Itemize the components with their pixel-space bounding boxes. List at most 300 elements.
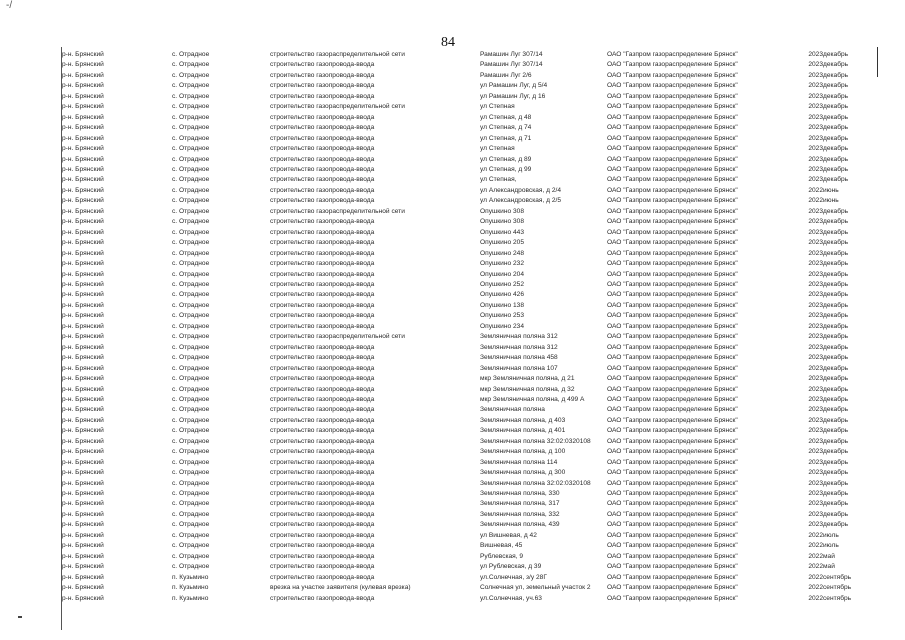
organization-cell: ОАО "Газпром газораспределение Брянск" <box>607 218 738 226</box>
work-type-cell: строительство газопровода-ввода <box>270 113 375 121</box>
work-type-cell: строительство газопровода-ввода <box>270 270 375 278</box>
village-cell: с. Отрадное <box>172 458 210 466</box>
work-type-cell: строительство газопровода-ввода <box>270 82 375 90</box>
organization-cell: ОАО "Газпром газораспределение Брянск" <box>607 416 738 424</box>
month-cell: декабрь <box>823 260 849 268</box>
year-cell: 2023 <box>808 124 823 132</box>
address-cell: Опушкино 138 <box>480 301 524 309</box>
month-cell: июль <box>823 542 839 550</box>
address-cell: Опушкино 308 <box>480 207 524 215</box>
village-cell: с. Отрадное <box>172 416 210 424</box>
address-cell: ул Степная, д 89 <box>480 155 532 163</box>
year-cell: 2022 <box>808 197 823 205</box>
village-cell: с. Отрадное <box>172 51 210 58</box>
village-cell: с. Отрадное <box>172 61 210 69</box>
year-cell: 2023 <box>808 207 823 215</box>
district-cell: р-н. Брянский <box>62 427 104 435</box>
scan-mark: -/ <box>6 0 13 11</box>
address-cell: ул Рамашин Луг, д 16 <box>480 92 546 100</box>
organization-cell: ОАО "Газпром газораспределение Брянск" <box>607 61 738 69</box>
table-row <box>62 479 867 489</box>
month-cell: май <box>823 563 835 571</box>
year-cell: 2022 <box>808 552 823 560</box>
village-cell: с. Отрадное <box>172 354 210 362</box>
year-cell: 2023 <box>808 510 823 518</box>
table-row <box>62 332 867 342</box>
page-number: 84 <box>441 35 455 50</box>
district-cell: р-н. Брянский <box>62 406 104 414</box>
address-cell: ул.Солнечная, з/у 28Г <box>480 573 547 581</box>
table-row <box>62 186 867 196</box>
month-cell: декабрь <box>823 490 849 498</box>
address-cell: Земляничная поляна, 317 <box>480 500 560 508</box>
organization-cell: ОАО "Газпром газораспределение Брянск" <box>607 343 738 351</box>
year-cell: 2023 <box>808 521 823 529</box>
year-cell: 2023 <box>808 333 823 341</box>
work-type-cell: строительство газопровода-ввода <box>270 124 375 132</box>
year-cell: 2023 <box>808 416 823 424</box>
address-cell: ул Александровская, д 2/5 <box>480 197 561 205</box>
month-cell: декабрь <box>823 448 849 456</box>
month-cell: декабрь <box>823 437 849 445</box>
year-cell: 2022 <box>808 584 823 592</box>
village-cell: с. Отрадное <box>172 479 210 487</box>
district-cell: р-н. Брянский <box>62 176 104 184</box>
organization-cell: ОАО "Газпром газораспределение Брянск" <box>607 437 738 445</box>
year-cell: 2023 <box>808 448 823 456</box>
month-cell: декабрь <box>823 165 849 173</box>
month-cell: декабрь <box>823 155 849 163</box>
table-row <box>62 81 867 91</box>
year-cell: 2023 <box>808 92 823 100</box>
address-cell: ул Степная <box>480 145 515 153</box>
work-type-cell: строительство газопровода-ввода <box>270 542 375 550</box>
address-cell: ул Степная, д 71 <box>480 134 532 142</box>
work-type-cell: строительство газопровода-ввода <box>270 218 375 226</box>
work-type-cell: строительство газопровода-ввода <box>270 291 375 299</box>
month-cell: декабрь <box>823 312 849 320</box>
village-cell: с. Отрадное <box>172 92 210 100</box>
organization-cell: ОАО "Газпром газораспределение Брянск" <box>607 270 738 278</box>
work-type-cell: строительство газопровода-ввода <box>270 364 375 372</box>
work-type-cell: строительство газопровода-ввода <box>270 500 375 508</box>
district-cell: р-н. Брянский <box>62 500 104 508</box>
work-type-cell: строительство газопровода-ввода <box>270 61 375 69</box>
district-cell: р-н. Брянский <box>62 51 104 58</box>
address-cell: Земляничная поляна, д 403 <box>480 416 566 424</box>
organization-cell: ОАО "Газпром газораспределение Брянск" <box>607 239 738 247</box>
organization-cell: ОАО "Газпром газораспределение Брянск" <box>607 552 738 560</box>
year-cell: 2023 <box>808 239 823 247</box>
district-cell: р-н. Брянский <box>62 322 104 330</box>
organization-cell: ОАО "Газпром газораспределение Брянск" <box>607 197 738 205</box>
year-cell: 2022 <box>808 542 823 550</box>
village-cell: с. Отрадное <box>172 134 210 142</box>
address-cell: Рамашин Луг 307/14 <box>480 51 543 58</box>
village-cell: с. Отрадное <box>172 552 210 560</box>
organization-cell: ОАО "Газпром газораспределение Брянск" <box>607 113 738 121</box>
address-cell: Опушкино 308 <box>480 218 524 226</box>
year-cell: 2022 <box>808 563 823 571</box>
address-cell: Земляничная поляна, д 100 <box>480 448 566 456</box>
work-type-cell: строительство газопровода-ввода <box>270 427 375 435</box>
scan-artifact <box>18 616 22 618</box>
district-cell: р-н. Брянский <box>62 103 104 111</box>
month-cell: декабрь <box>823 406 849 414</box>
work-type-cell: строительство газопровода-ввода <box>270 322 375 330</box>
month-cell: декабрь <box>823 385 849 393</box>
address-cell: Земляничная поляна 107 <box>480 364 558 372</box>
village-cell: с. Отрадное <box>172 165 210 173</box>
village-cell: с. Отрадное <box>172 301 210 309</box>
table-row <box>62 311 867 321</box>
work-type-cell: врезка на участке заявителя (кулевая врезка) <box>270 584 411 592</box>
address-cell: Солнечная ул, земельный участок 2 <box>480 584 591 592</box>
district-cell: р-н. Брянский <box>62 82 104 90</box>
village-cell: с. Отрадное <box>172 469 210 477</box>
district-cell: р-н. Брянский <box>62 270 104 278</box>
address-cell: Опушкино 232 <box>480 260 524 268</box>
village-cell: с. Отрадное <box>172 437 210 445</box>
village-cell: с. Отрадное <box>172 448 210 456</box>
village-cell: с. Отрадное <box>172 322 210 330</box>
register-table <box>62 50 867 604</box>
address-cell: Земляничная поляна <box>480 406 545 414</box>
address-cell: Земляничная поляна 32:02:0320108 <box>480 437 591 445</box>
table-row <box>62 573 867 583</box>
district-cell: р-н. Брянский <box>62 301 104 309</box>
district-cell: р-н. Брянский <box>62 207 104 215</box>
work-type-cell: строительство газопровода-ввода <box>270 448 375 456</box>
address-cell: Земляничная поляна 114 <box>480 458 558 466</box>
work-type-cell: строительство газопровода-ввода <box>270 552 375 560</box>
organization-cell: ОАО "Газпром газораспределение Брянск" <box>607 584 738 592</box>
address-cell: ул Рамашин Луг, д 5/4 <box>480 82 548 90</box>
village-cell: с. Отрадное <box>172 82 210 90</box>
work-type-cell: строительство газопровода-ввода <box>270 145 375 153</box>
village-cell: с. Отрадное <box>172 145 210 153</box>
year-cell: 2023 <box>808 385 823 393</box>
address-cell: Рублевская, 9 <box>480 552 524 560</box>
organization-cell: ОАО "Газпром газораспределение Брянск" <box>607 375 738 383</box>
year-cell: 2023 <box>808 260 823 268</box>
year-cell: 2023 <box>808 103 823 111</box>
year-cell: 2023 <box>808 249 823 257</box>
right-border-line <box>877 47 878 77</box>
month-cell: декабрь <box>823 343 849 351</box>
address-cell: Земляничная поляна, 332 <box>480 510 560 518</box>
village-cell: с. Отрадное <box>172 385 210 393</box>
district-cell: р-н. Брянский <box>62 490 104 498</box>
organization-cell: ОАО "Газпром газораспределение Брянск" <box>607 500 738 508</box>
work-type-cell: строительство газопровода-ввода <box>270 510 375 518</box>
district-cell: р-н. Брянский <box>62 458 104 466</box>
organization-cell: ОАО "Газпром газораспределение Брянск" <box>607 364 738 372</box>
year-cell: 2023 <box>808 270 823 278</box>
village-cell: с. Отрадное <box>172 490 210 498</box>
year-cell: 2023 <box>808 165 823 173</box>
village-cell: п. Кузьмино <box>172 594 209 602</box>
month-cell: декабрь <box>823 145 849 153</box>
year-cell: 2023 <box>808 354 823 362</box>
year-cell: 2023 <box>808 490 823 498</box>
address-cell: Опушкино 253 <box>480 312 524 320</box>
district-cell: р-н. Брянский <box>62 333 104 341</box>
organization-cell: ОАО "Газпром газораспределение Брянск" <box>607 103 738 111</box>
village-cell: с. Отрадное <box>172 207 210 215</box>
organization-cell: ОАО "Газпром газораспределение Брянск" <box>607 312 738 320</box>
work-type-cell: строительство газопровода-ввода <box>270 479 375 487</box>
village-cell: с. Отрадное <box>172 343 210 351</box>
organization-cell: ОАО "Газпром газораспределение Брянск" <box>607 82 738 90</box>
year-cell: 2023 <box>808 134 823 142</box>
month-cell: декабрь <box>823 333 849 341</box>
table-row <box>62 552 867 562</box>
organization-cell: ОАО "Газпром газораспределение Брянск" <box>607 395 738 403</box>
organization-cell: ОАО "Газпром газораспределение Брянск" <box>607 249 738 257</box>
month-cell: декабрь <box>823 322 849 330</box>
district-cell: р-н. Брянский <box>62 197 104 205</box>
month-cell: декабрь <box>823 228 849 236</box>
table-row <box>62 228 867 238</box>
village-cell: с. Отрадное <box>172 228 210 236</box>
table-row <box>62 437 867 447</box>
village-cell: с. Отрадное <box>172 510 210 518</box>
year-cell: 2023 <box>808 427 823 435</box>
work-type-cell: строительство газопровода-ввода <box>270 490 375 498</box>
district-cell: р-н. Брянский <box>62 61 104 69</box>
organization-cell: ОАО "Газпром газораспределение Брянск" <box>607 406 738 414</box>
work-type-cell: строительство газопровода-ввода <box>270 343 375 351</box>
organization-cell: ОАО "Газпром газораспределение Брянск" <box>607 92 738 100</box>
year-cell: 2023 <box>808 322 823 330</box>
month-cell: декабрь <box>823 291 849 299</box>
organization-cell: ОАО "Газпром газораспределение Брянск" <box>607 124 738 132</box>
address-cell: Земляничная поляна, д 401 <box>480 427 566 435</box>
table-row <box>62 364 867 374</box>
table-row <box>62 259 867 269</box>
organization-cell: ОАО "Газпром газораспределение Брянск" <box>607 531 738 539</box>
table-row <box>62 249 867 259</box>
table-row <box>62 207 867 217</box>
address-cell: ул Вишневая, д 42 <box>480 531 537 539</box>
work-type-cell: строительство газопровода-ввода <box>270 573 375 581</box>
village-cell: с. Отрадное <box>172 563 210 571</box>
district-cell: р-н. Брянский <box>62 437 104 445</box>
year-cell: 2023 <box>808 145 823 153</box>
organization-cell: ОАО "Газпром газораспределение Брянск" <box>607 71 738 79</box>
address-cell: ул.Солнечная, уч.63 <box>480 594 542 602</box>
year-cell: 2023 <box>808 155 823 163</box>
table-row <box>62 301 867 311</box>
organization-cell: ОАО "Газпром газораспределение Брянск" <box>607 165 738 173</box>
address-cell: ул Степная, д 74 <box>480 124 532 132</box>
address-cell: ул Рублевская, д 39 <box>480 563 542 571</box>
month-cell: сентябрь <box>823 573 852 581</box>
district-cell: р-н. Брянский <box>62 145 104 153</box>
year-cell: 2023 <box>808 343 823 351</box>
work-type-cell: строительство газопровода-ввода <box>270 155 375 163</box>
year-cell: 2023 <box>808 301 823 309</box>
village-cell: с. Отрадное <box>172 280 210 288</box>
month-cell: декабрь <box>823 207 849 215</box>
address-cell: ул Степная, д 99 <box>480 165 532 173</box>
month-cell: декабрь <box>823 280 849 288</box>
work-type-cell: строительство газораспределительной сети <box>270 333 405 341</box>
year-cell: 2023 <box>808 113 823 121</box>
district-cell: р-н. Брянский <box>62 552 104 560</box>
district-cell: р-н. Брянский <box>62 531 104 539</box>
work-type-cell: строительство газопровода-ввода <box>270 458 375 466</box>
address-cell: Земляничная поляна, д 300 <box>480 469 566 477</box>
village-cell: с. Отрадное <box>172 260 210 268</box>
district-cell: р-н. Брянский <box>62 510 104 518</box>
table-row <box>62 531 867 541</box>
village-cell: с. Отрадное <box>172 531 210 539</box>
table-row <box>62 102 867 112</box>
work-type-cell: строительство газораспределительной сети <box>270 103 405 111</box>
year-cell: 2022 <box>808 531 823 539</box>
district-cell: р-н. Брянский <box>62 469 104 477</box>
organization-cell: ОАО "Газпром газораспределение Брянск" <box>607 385 738 393</box>
address-cell: Вишневая, 45 <box>480 542 523 550</box>
district-cell: р-н. Брянский <box>62 228 104 236</box>
work-type-cell: строительство газораспределительной сети <box>270 207 405 215</box>
village-cell: с. Отрадное <box>172 364 210 372</box>
work-type-cell: строительство газопровода-ввода <box>270 228 375 236</box>
district-cell: р-н. Брянский <box>62 395 104 403</box>
table-row <box>62 426 867 436</box>
table-row <box>62 175 867 185</box>
district-cell: р-н. Брянский <box>62 542 104 550</box>
organization-cell: ОАО "Газпром газораспределение Брянск" <box>607 521 738 529</box>
work-type-cell: строительство газопровода-ввода <box>270 563 375 571</box>
year-cell: 2023 <box>808 437 823 445</box>
village-cell: с. Отрадное <box>172 113 210 121</box>
year-cell: 2023 <box>808 291 823 299</box>
district-cell: р-н. Брянский <box>62 479 104 487</box>
month-cell: декабрь <box>823 375 849 383</box>
village-cell: с. Отрадное <box>172 427 210 435</box>
month-cell: декабрь <box>823 218 849 226</box>
address-cell: Опушкино 252 <box>480 280 524 288</box>
table-row <box>62 238 867 248</box>
organization-cell: ОАО "Газпром газораспределение Брянск" <box>607 260 738 268</box>
district-cell: р-н. Брянский <box>62 249 104 257</box>
address-cell: мкр Земляничная поляна, д 21 <box>480 375 575 383</box>
organization-cell: ОАО "Газпром газораспределение Брянск" <box>607 448 738 456</box>
table-row <box>62 458 867 468</box>
address-cell: ул Степная <box>480 103 515 111</box>
table-row <box>62 510 867 520</box>
work-type-cell: строительство газопровода-ввода <box>270 280 375 288</box>
month-cell: декабрь <box>823 364 849 372</box>
district-cell: р-н. Брянский <box>62 594 104 602</box>
village-cell: с. Отрадное <box>172 124 210 132</box>
organization-cell: ОАО "Газпром газораспределение Брянск" <box>607 490 738 498</box>
table-row <box>62 583 867 593</box>
village-cell: п. Кузьмино <box>172 573 209 581</box>
address-cell: Опушкино 426 <box>480 291 524 299</box>
year-cell: 2023 <box>808 364 823 372</box>
table-row <box>62 416 867 426</box>
work-type-cell: строительство газопровода-ввода <box>270 312 375 320</box>
year-cell: 2023 <box>808 71 823 79</box>
work-type-cell: строительство газопровода-ввода <box>270 165 375 173</box>
work-type-cell: строительство газопровода-ввода <box>270 375 375 383</box>
year-cell: 2023 <box>808 375 823 383</box>
table-row <box>62 594 867 604</box>
table-row <box>62 468 867 478</box>
table-row <box>62 113 867 123</box>
village-cell: с. Отрадное <box>172 375 210 383</box>
district-cell: р-н. Брянский <box>62 375 104 383</box>
table-row <box>62 290 867 300</box>
organization-cell: ОАО "Газпром газораспределение Брянск" <box>607 458 738 466</box>
village-cell: с. Отрадное <box>172 270 210 278</box>
month-cell: декабрь <box>823 113 849 121</box>
organization-cell: ОАО "Газпром газораспределение Брянск" <box>607 134 738 142</box>
organization-cell: ОАО "Газпром газораспределение Брянск" <box>607 301 738 309</box>
table-row <box>62 489 867 499</box>
district-cell: р-н. Брянский <box>62 312 104 320</box>
organization-cell: ОАО "Газпром газораспределение Брянск" <box>607 542 738 550</box>
village-cell: п. Кузьмино <box>172 584 209 592</box>
table-row <box>62 374 867 384</box>
village-cell: с. Отрадное <box>172 291 210 299</box>
address-cell: Опушкино 248 <box>480 249 524 257</box>
month-cell: декабрь <box>823 395 849 403</box>
organization-cell: ОАО "Газпром газораспределение Брянск" <box>607 176 738 184</box>
district-cell: р-н. Брянский <box>62 343 104 351</box>
district-cell: р-н. Брянский <box>62 186 104 194</box>
address-cell: ул Степная, <box>480 176 517 184</box>
district-cell: р-н. Брянский <box>62 364 104 372</box>
district-cell: р-н. Брянский <box>62 354 104 362</box>
district-cell: р-н. Брянский <box>62 165 104 173</box>
month-cell: декабрь <box>823 521 849 529</box>
organization-cell: ОАО "Газпром газораспределение Брянск" <box>607 510 738 518</box>
organization-cell: ОАО "Газпром газораспределение Брянск" <box>607 573 738 581</box>
month-cell: декабрь <box>823 176 849 184</box>
district-cell: р-н. Брянский <box>62 448 104 456</box>
organization-cell: ОАО "Газпром газораспределение Брянск" <box>607 51 738 58</box>
village-cell: с. Отрадное <box>172 542 210 550</box>
year-cell: 2023 <box>808 61 823 69</box>
table-row <box>62 270 867 280</box>
village-cell: с. Отрадное <box>172 395 210 403</box>
address-cell: Земляничная поляна, 439 <box>480 521 560 529</box>
village-cell: с. Отрадное <box>172 71 210 79</box>
table-row <box>62 395 867 405</box>
month-cell: июль <box>823 531 839 539</box>
year-cell: 2023 <box>808 479 823 487</box>
organization-cell: ОАО "Газпром газораспределение Брянск" <box>607 207 738 215</box>
address-cell: мкр Земляничная поляна, д 499 А <box>480 395 585 403</box>
month-cell: декабрь <box>823 427 849 435</box>
table-row <box>62 405 867 415</box>
organization-cell: ОАО "Газпром газораспределение Брянск" <box>607 186 738 194</box>
register-table-body <box>62 50 867 604</box>
year-cell: 2023 <box>808 312 823 320</box>
table-row <box>62 165 867 175</box>
table-row <box>62 123 867 133</box>
organization-cell: ОАО "Газпром газораспределение Брянск" <box>607 228 738 236</box>
month-cell: декабрь <box>823 510 849 518</box>
district-cell: р-н. Брянский <box>62 573 104 581</box>
month-cell: декабрь <box>823 479 849 487</box>
month-cell: июнь <box>823 197 839 205</box>
